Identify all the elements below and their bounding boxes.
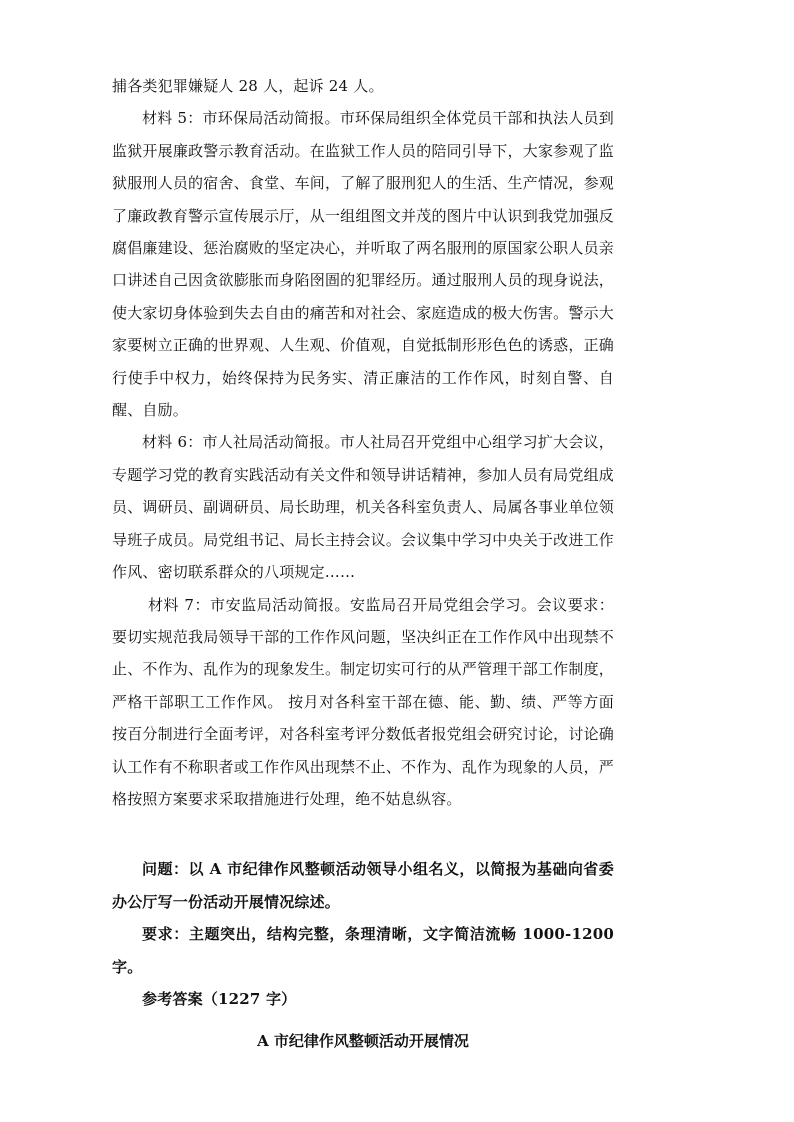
paragraph-continuation: 捕各类犯罪嫌疑人 28 人，起诉 24 人。 [112, 77, 384, 95]
reference-answer-label: 参考答案（1227 字） [142, 989, 297, 1008]
title-gap [112, 1015, 614, 1025]
answer-title: A 市纪律作风整顿活动开展情况 [257, 1032, 469, 1051]
question-text: 问题：以 A 市纪律作风整顿活动领导小组名义，以简报为基础向省委办公厅写一份活动开展情况综述。 [112, 860, 614, 911]
paragraph-material-6: 材料 6：市人社局活动简报。市人社局召开党组中心组学习扩大会议，专题学习党的教育实践活动有关文件和领导讲话精神，参加人员有局党组成员、调研员、副调研员、局长助理，机关各科室负责人、局属各事业单位领导班子成员。局党组书记、局长主持会议。会议集中学习中央关于改进工作作风、密切联系群众的八项规定…… [112, 433, 614, 582]
section-spacer [112, 815, 614, 853]
paragraph-material-5: 材料 5：市环保局活动简报。市环保局组织全体党员干部和执法人员到监狱开展廉政警示教育活动。在监狱工作人员的陪同引导下，大家参观了监狱服刑人员的宿舍、食堂、车间，了解了服刑犯人的生活、生产情况，参观了廉政教育警示宣传展示厅，从一组组图文并茂的图片中认识到我党加强反腐倡廉建设、惩治腐败的坚定决心，并听取了两名服刑的原国家公职人员亲口讲述自己因贪欲膨胀而身陷囹圄的犯罪经历。通过服刑人员的现身说法，使大家切身体验到失去自由的痛苦和对社会、家庭造成的极大伤害。警示大家要树立正确的世界观、人生观、价值观，自觉抵制形形色色的诱惑，正确行使手中权力，始终保持为民务实、清正廉洁的工作作风，时刻自警、自醒、自励。 [112, 109, 614, 420]
document-body [112, 70, 614, 1058]
paragraph-material-7: 材料 7：市安监局活动简报。安监局召开局党组会学习。会议要求：要切实规范我局领导干部的工作作风问题，坚决纠正在工作作风中出现禁不止、不作为、乱作为的现象发生。制定切实可行的从严管理干部工作制度，严格干部职工工作作风。 按月对各科室干部在德、能、勤、绩、严等方面按百分制进行全面考评，对各科室考评分数低者报党组会研究讨论，讨论确认工作有不称职者或工作作风出现禁不止、不作为、乱作为现象的人员，严格按照方案要求采取措施进行处理，绝不姑息纵容。 [112, 595, 614, 808]
requirement-text: 要求：主题突出，结构完整，条理清晰，文字简洁流畅 1000-1200 字。 [112, 925, 614, 976]
